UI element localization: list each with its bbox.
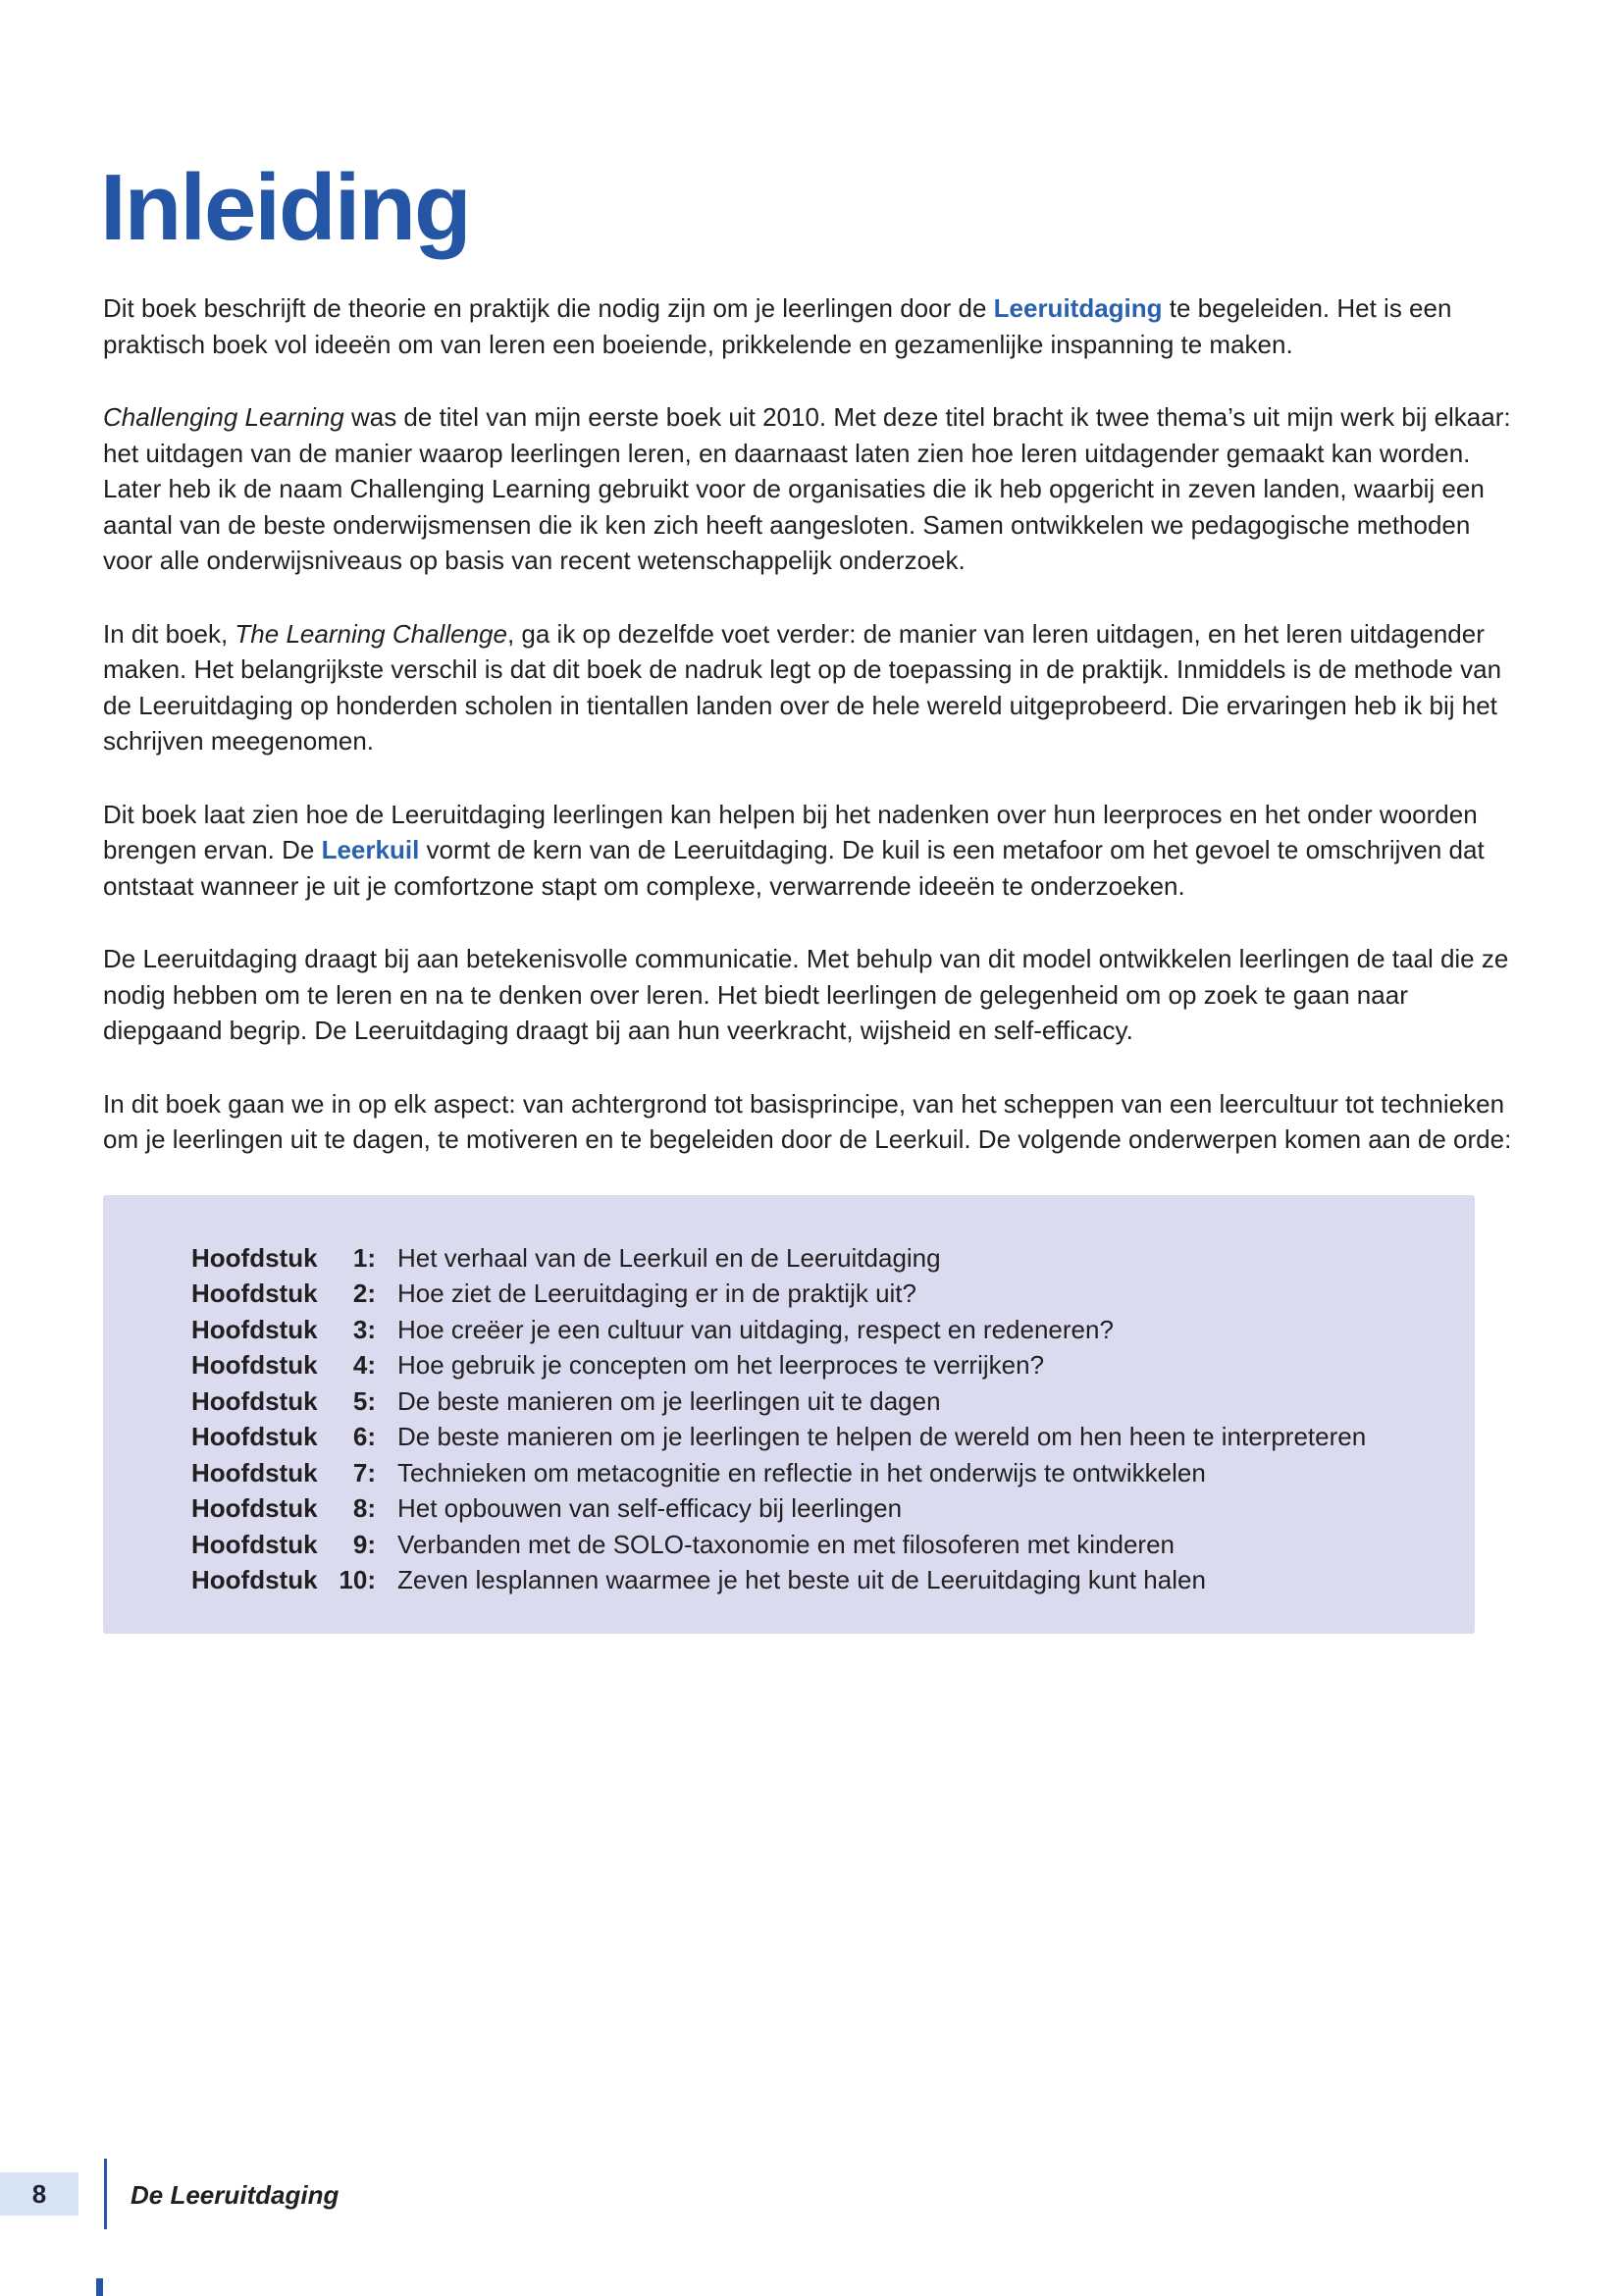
paragraph-text: Dit boek beschrijft de theorie en praktijk die nodig zijn om je leerlingen door de [103, 293, 994, 323]
chapter-label: Hoofdstuk [191, 1565, 318, 1594]
paragraph [103, 941, 1517, 1049]
chapter-number: 5: [352, 1385, 376, 1416]
page-number-box [0, 2172, 78, 2216]
chapter-title: De beste manieren om je leerlingen te helpen de wereld om hen heen te interpreteren [397, 1422, 1367, 1451]
chapter-list-item [191, 1312, 1436, 1348]
chapter-label: Hoofdstuk [191, 1385, 318, 1416]
chapter-label: Hoofdstuk [191, 1493, 318, 1523]
paragraph-text: , ga ik op dezelfde voet verder: de manier van leren uitdagen, en het leren uitdagender maken. Het belangrijkste verschil is dat dit boek de nadruk legt op de toepassing in de praktijk. Inmiddels is de methode van de Leeruitdaging op honderden scholen in tientallen landen over de hele wereld uitgeprobeerd. Die ervaringen heb ik bij het schrijven meegenomen. [103, 618, 1502, 756]
page-edge-mark [96, 2278, 103, 2296]
footer-book-title: De Leeruitdaging [131, 2180, 340, 2210]
paragraph-text: vormt de kern van de Leeruitdaging. De kuil is een metafoor om het gevoel te omschrijven dat ontstaat wanneer je uit je comfortzone stapt om complexe, verwarrende ideeën te onderzoeken. [103, 835, 1485, 901]
chapter-number: 3: [352, 1314, 376, 1344]
chapter-label: Hoofdstuk [191, 1422, 318, 1451]
chapter-title: Zeven lesplannen waarmee je het beste uit de Leeruitdaging kunt halen [397, 1565, 1206, 1594]
paragraph [103, 1086, 1517, 1158]
book-title-italic: The Learning Challenge [235, 618, 507, 649]
chapter-list-item [191, 1347, 1436, 1383]
chapter-number: 10: [339, 1565, 376, 1594]
paragraph-text: In dit boek, [103, 618, 235, 649]
paragraph-text: was de titel van mijn eerste boek uit 2010. Met deze titel bracht ik twee thema’s uit mijn werk bij elkaar: het uitdagen van de manier waarop leerlingen leren, en daarnaast laten zien hoe leren uitdagender gemaakt kan worden. Later heb ik de naam Challenging Learning gebruikt voor de organisaties die ik heb opgericht in zeven landen, waarbij een aantal van de beste onderwijsmensen die ik ken zich heeft aangesloten. Samen ontwikkelen we pedagogische methoden voor alle onderwijsniveaus op basis van recent wetenschappelijk onderzoek. [103, 402, 1511, 575]
chapter-title: De beste manieren om je leerlingen uit te dagen [397, 1385, 941, 1416]
chapter-list-item [191, 1419, 1436, 1455]
chapter-title: Hoe creëer je een cultuur van uitdaging, respect en redeneren? [397, 1314, 1114, 1344]
chapter-list-item [191, 1490, 1436, 1527]
chapter-label: Hoofdstuk [191, 1242, 318, 1273]
paragraph [103, 797, 1517, 905]
chapter-number: 2: [352, 1278, 376, 1308]
chapter-list-item [191, 1240, 1436, 1277]
chapter-list-item [191, 1527, 1436, 1563]
chapter-label: Hoofdstuk [191, 1457, 318, 1487]
chapter-title: Technieken om metacognitie en reflectie in het onderwijs te ontwikkelen [397, 1457, 1206, 1487]
paragraph-text: De Leeruitdaging draagt bij aan betekenisvolle communicatie. Met behulp van dit model ontwikkelen leerlingen de taal die ze nodig hebben om te leren en na te denken over leren. Het biedt leerlingen de gelegenheid om op zoek te gaan naar diepgaand begrip. De Leeruitdaging draagt bij aan hun veerkracht, wijsheid en self-efficacy. [103, 944, 1509, 1045]
paragraph-text: te begeleiden. Het is een praktisch boek vol ideeën om van leren een boeiende, prikkelende en gezamenlijke inspanning te maken. [103, 293, 1452, 359]
chapter-title: Hoe gebruik je concepten om het leerproces te verrijken? [397, 1350, 1045, 1380]
chapter-list-item [191, 1562, 1436, 1598]
chapter-number: 7: [352, 1457, 376, 1487]
paragraph-text: In dit boek gaan we in op elk aspect: van achtergrond tot basisprincipe, van het scheppen van een leercultuur tot technieken om je leerlingen uit te dagen, te motiveren en te begeleiden door de Leerkuil. De volgende onderwerpen komen aan de orde: [103, 1088, 1512, 1154]
paragraph [103, 399, 1517, 579]
chapter-number: 4: [352, 1350, 376, 1380]
page-number: 8 [31, 2178, 47, 2209]
chapter-title: Hoe ziet de Leeruitdaging er in de praktijk uit? [397, 1278, 916, 1308]
chapter-label: Hoofdstuk [191, 1529, 318, 1559]
chapter-list-item [191, 1276, 1436, 1312]
footer-divider [104, 2159, 107, 2229]
chapter-label: Hoofdstuk [191, 1350, 318, 1380]
chapter-number: 6: [352, 1422, 376, 1451]
chapter-list-item [191, 1383, 1436, 1420]
chapter-number: 8: [352, 1493, 376, 1523]
book-title-italic: Challenging Learning [103, 402, 344, 432]
chapter-title: Het verhaal van de Leerkuil en de Leeruitdaging [397, 1242, 941, 1273]
chapter-title: Verbanden met de SOLO-taxonomie en met filosoferen met kinderen [397, 1529, 1175, 1559]
chapter-label: Hoofdstuk [191, 1278, 318, 1308]
chapter-list-item [191, 1455, 1436, 1491]
chapter-title: Het opbouwen van self-efficacy bij leerlingen [397, 1493, 903, 1523]
paragraph [103, 290, 1517, 362]
keyword-leeruitdaging: Leeruitdaging [993, 293, 1163, 323]
chapter-number: 9: [352, 1529, 376, 1559]
page-title: Inleiding [100, 155, 470, 261]
paragraph-text: Dit boek laat zien hoe de Leeruitdaging leerlingen kan helpen bij het nadenken over hun leerproces en het onder woorden brengen ervan. De [103, 799, 1478, 864]
chapter-number: 1: [352, 1242, 376, 1273]
keyword-leerkuil: Leerkuil [321, 835, 420, 864]
chapter-overview-box [103, 1195, 1475, 1634]
body-content [103, 290, 1517, 1634]
chapter-label: Hoofdstuk [191, 1314, 318, 1344]
paragraph [103, 616, 1517, 759]
